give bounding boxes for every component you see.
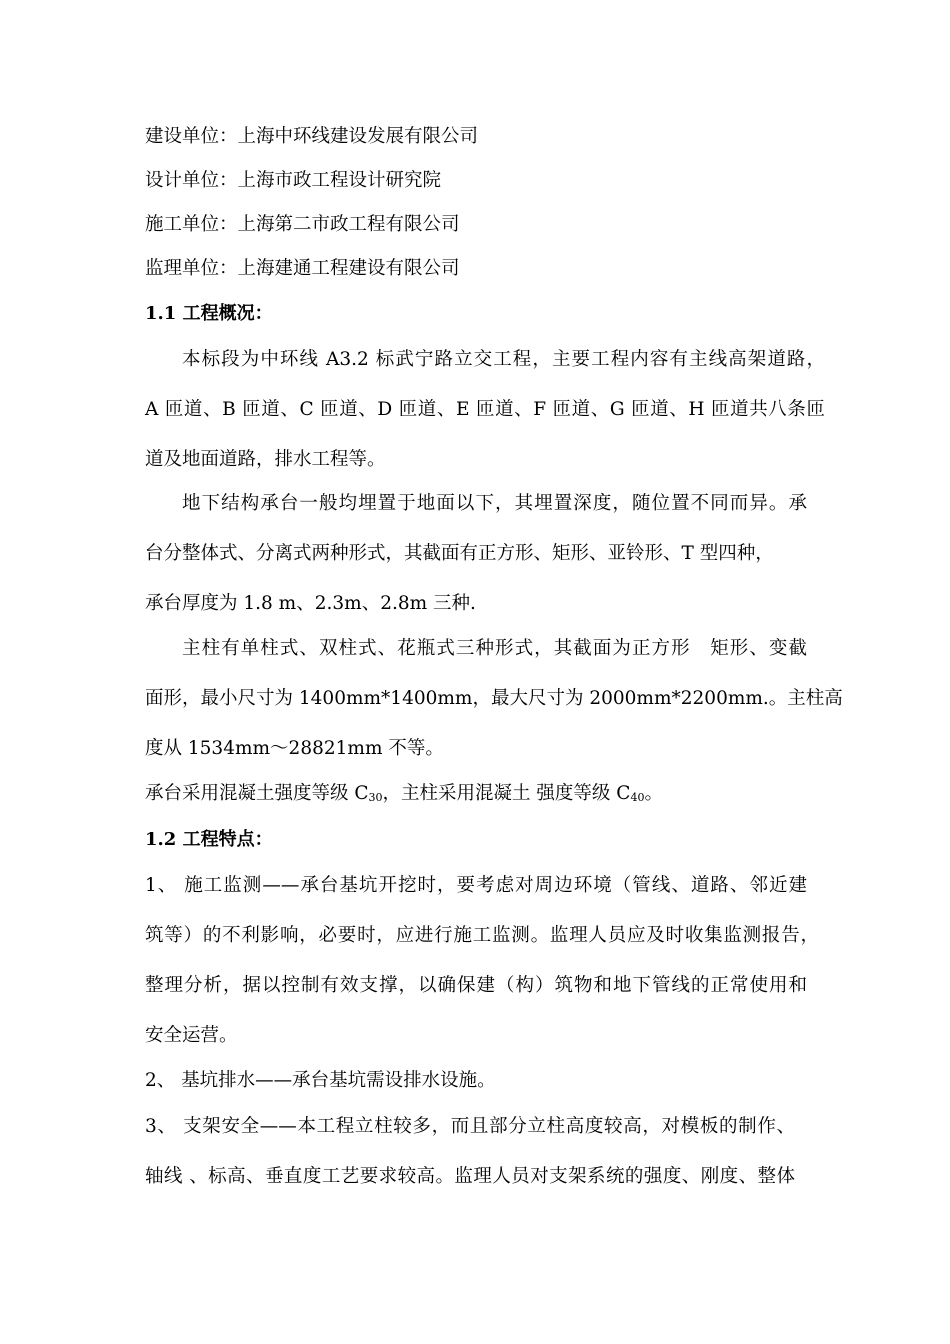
feature-3-line1: 3、 支架安全——本工程立柱较多，而且部分立柱高度较高，对模板的制作、	[145, 1116, 795, 1137]
concrete-sub-1: 30	[368, 791, 383, 804]
overview-p1-line2: A 匝道、B 匝道、C 匝道、D 匝道、E 匝道、F 匝道、G 匝道、H 匝道共八条匝	[145, 399, 825, 420]
construction-unit: 建设单位：上海中环线建设发展有限公司	[145, 126, 479, 147]
design-unit: 设计单位：上海市政工程设计研究院	[145, 170, 442, 191]
concrete-text-1: 承台采用混凝土强度等级 C	[145, 783, 369, 804]
feature-1-line3: 整理分析，据以控制有效支撑，以确保建（构）筑物和地下管线的正常使用和	[145, 975, 807, 996]
feature-1-line1: 1、 施工监测——承台基坑开挖时，要考虑对周边环境（管线、道路、邻近建	[145, 875, 807, 896]
section-1-2-title: 1.2 工程特点：	[145, 829, 273, 850]
concrete-text-2: ，主柱采用混凝土 强度等级 C	[382, 783, 631, 804]
overview-p2-line2: 台分整体式、分离式两种形式，其截面有正方形、矩形、亚铃形、T 型四种，	[145, 543, 774, 564]
feature-1-line2: 筑等）的不利影响，必要时，应进行施工监测。监理人员应及时收集监测报告，	[145, 925, 819, 946]
overview-p3-line3: 度从 1534mm～28821mm 不等。	[145, 738, 444, 759]
concrete-sub-2: 40	[630, 791, 645, 804]
overview-p1-line1: 本标段为中环线 A3.2 标武宁路立交工程，主要工程内容有主线高架道路，	[182, 349, 825, 370]
overview-p3-line1: 主柱有单柱式、双柱式、花瓶式三种形式，其截面为正方形 矩形、变截	[182, 638, 807, 659]
section-1-1-title: 1.1 工程概况：	[145, 303, 273, 324]
feature-1-line4: 安全运营。	[145, 1025, 238, 1046]
concrete-text-3: 。	[644, 783, 663, 804]
overview-p2-line3: 承台厚度为 1.8 m、2.3m、2.8m 三种.	[145, 593, 476, 614]
overview-p2-line1: 地下结构承台一般均埋置于地面以下，其埋置深度，随位置不同而异。承	[182, 493, 807, 514]
supervision-unit: 监理单位：上海建通工程建设有限公司	[145, 258, 460, 279]
overview-p3-line2: 面形，最小尺寸为 1400mm*1400mm，最大尺寸为 2000mm*2200mm.。主柱高	[145, 688, 843, 709]
feature-3-line2: 轴线 、标高、垂直度工艺要求较高。监理人员对支架系统的强度、刚度、整体	[145, 1166, 795, 1187]
concrete-grade-line	[145, 782, 825, 810]
overview-p1-line3: 道及地面道路，排水工程等。	[145, 449, 386, 470]
builder-unit: 施工单位：上海第二市政工程有限公司	[145, 214, 460, 235]
feature-2-line1: 2、 基坑排水——承台基坑需设排水设施。	[145, 1070, 496, 1091]
